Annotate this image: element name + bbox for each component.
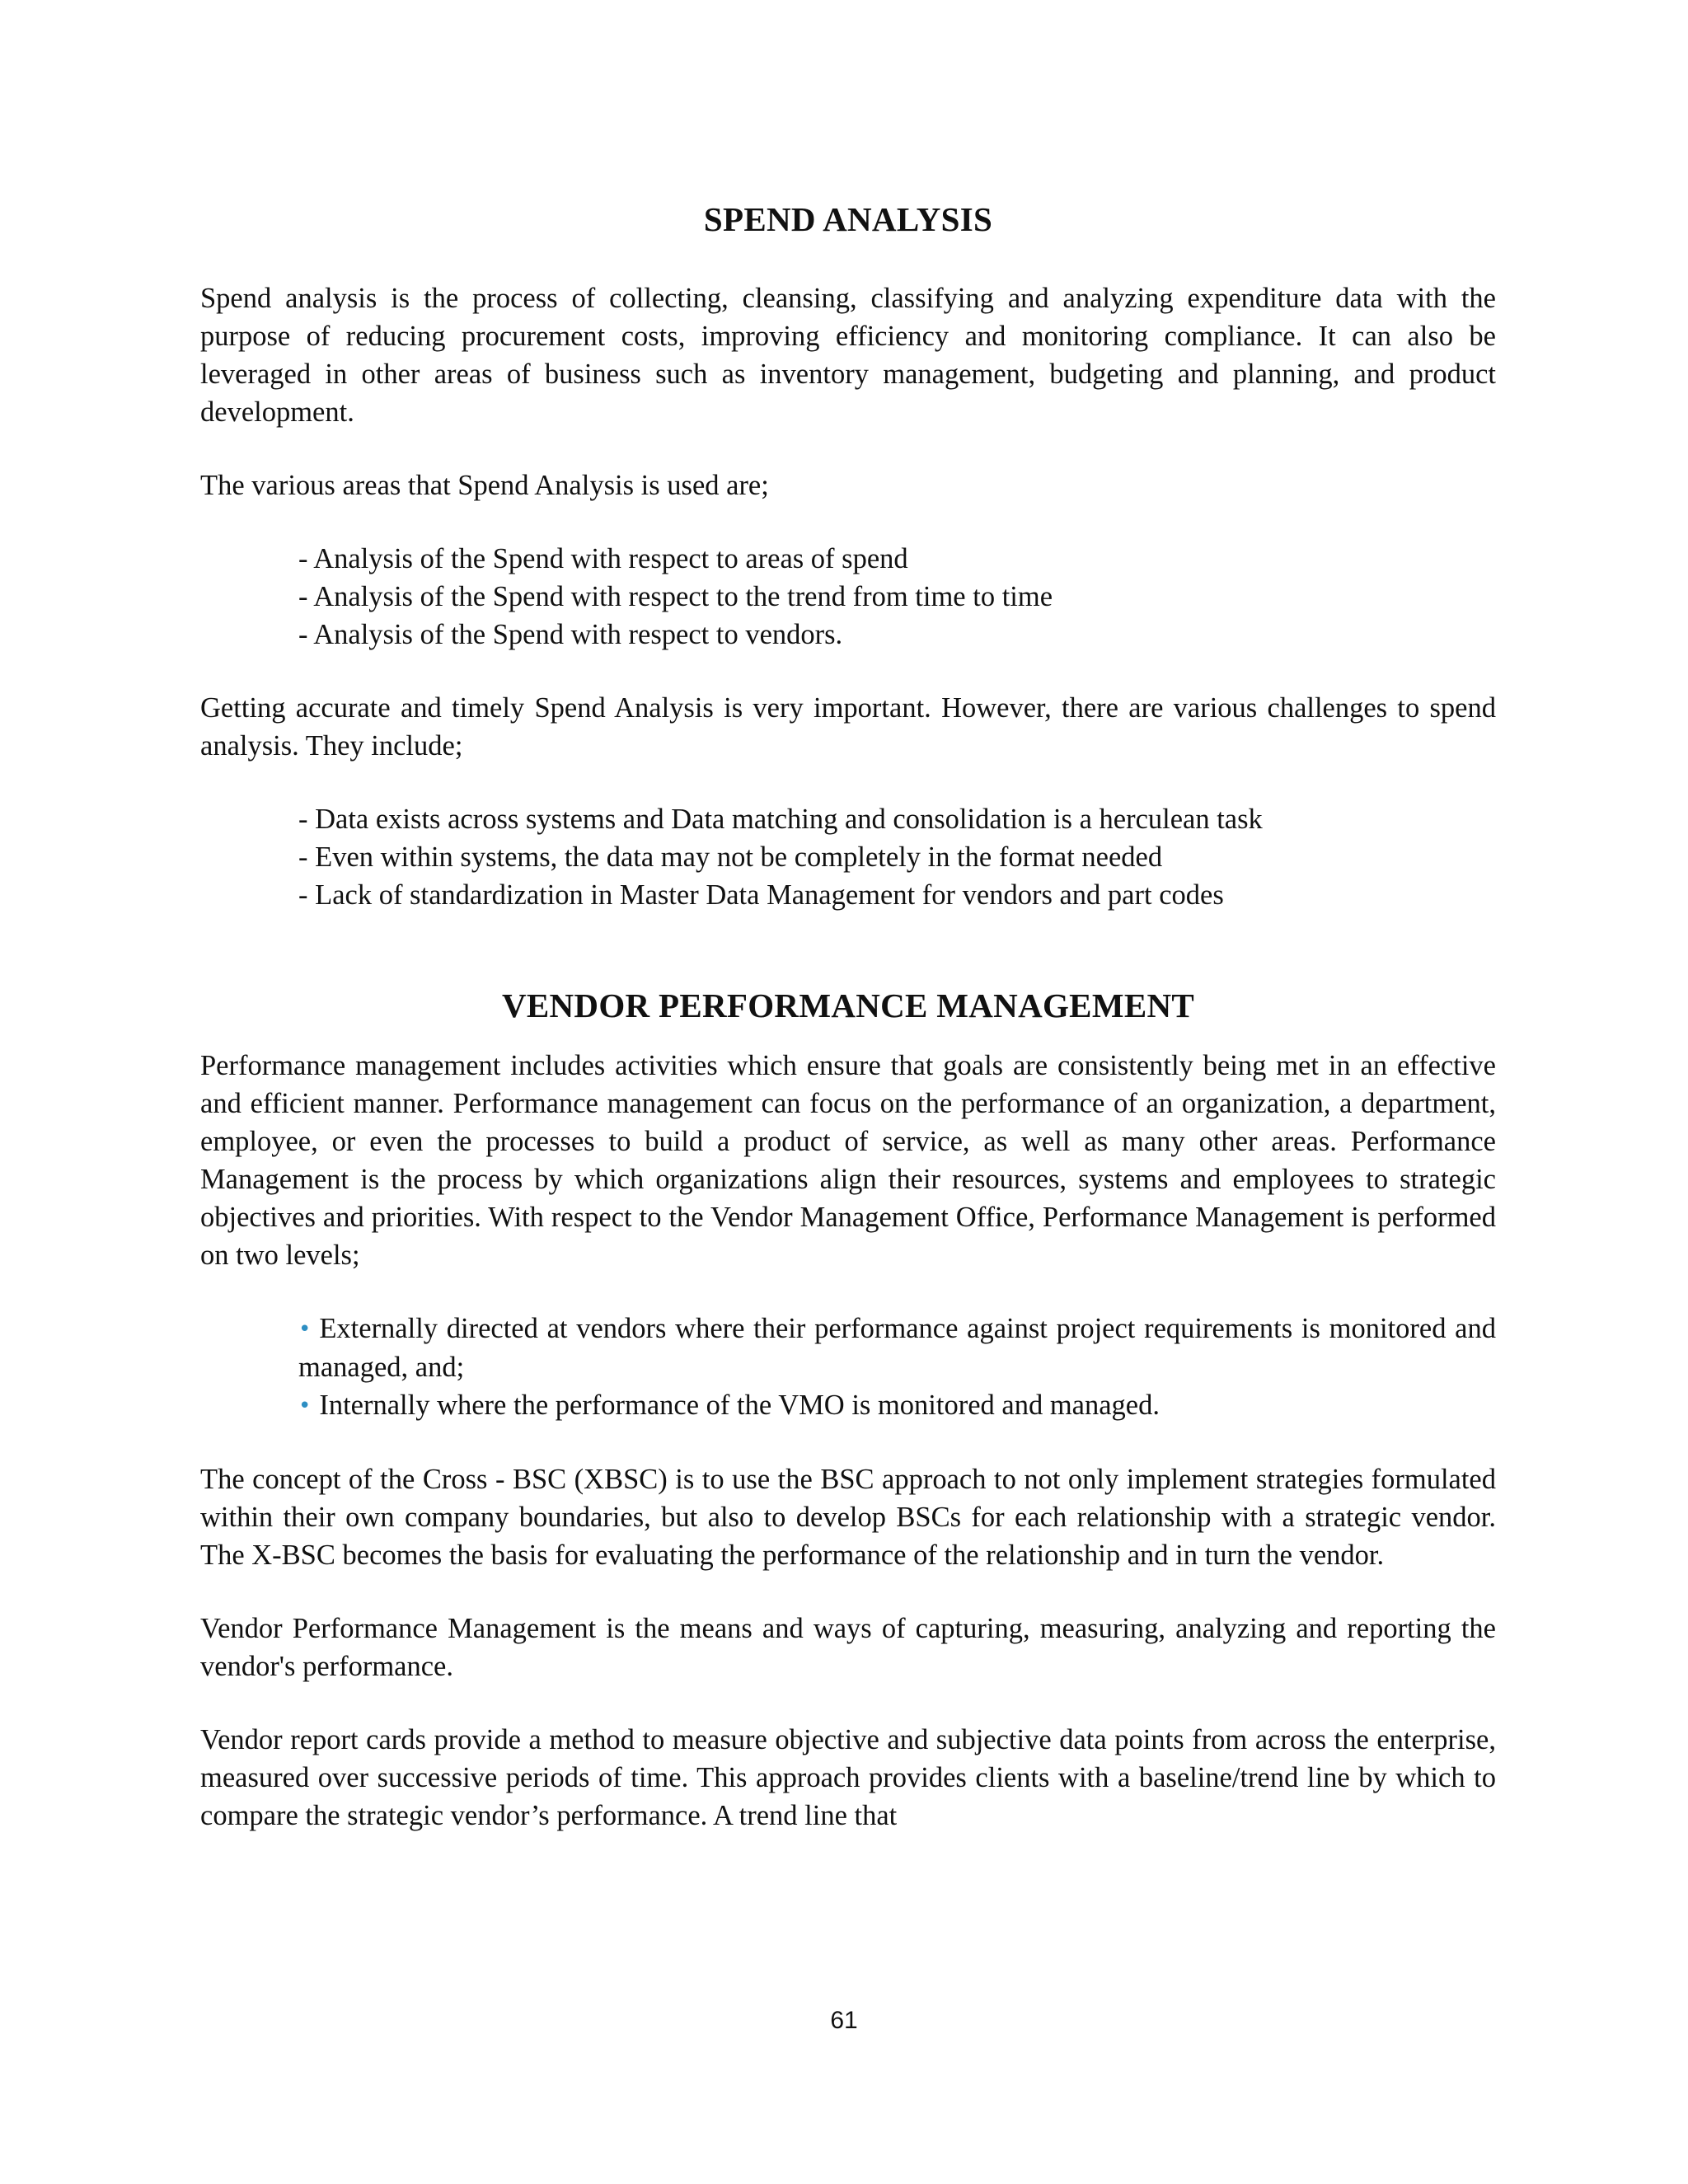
bullet-icon: • bbox=[298, 1317, 312, 1342]
list-item bbox=[298, 1386, 1496, 1425]
list-item bbox=[298, 1310, 1496, 1386]
performance-management-paragraph: Performance management includes activities which ensure that goals are consistently being met in an effective and efficient manner. Performance management can focus on the performance of an organization, a department, employee, or even the processes to build a product of service, as well as many other areas. Performance Management is the process by which organizations align their resources, systems and employees to strategic objectives and priorities. With respect to the Vendor Management Office, Performance Management is performed on two levels; bbox=[200, 1050, 1496, 1271]
spend-areas-list bbox=[200, 540, 1496, 654]
list-item: - Even within systems, the data may not be completely in the format needed bbox=[298, 841, 1163, 873]
list-item: - Lack of standardization in Master Data Management for vendors and part codes bbox=[298, 879, 1224, 911]
list-item-text: Externally directed at vendors where their performance against project requirements is monitored and managed, and; bbox=[298, 1313, 1496, 1383]
list-item: - Analysis of the Spend with respect to the trend from time to time bbox=[298, 581, 1053, 612]
list-item: - Data exists across systems and Data matching and consolidation is a herculean task bbox=[298, 804, 1263, 835]
page-number: 61 bbox=[830, 2007, 858, 2034]
page-content bbox=[200, 196, 1496, 1835]
list-item: - Analysis of the Spend with respect to vendors. bbox=[298, 619, 843, 650]
spend-areas-intro: The various areas that Spend Analysis is used are; bbox=[200, 470, 769, 501]
list-item-text: Internally where the performance of the VMO is monitored and managed. bbox=[319, 1390, 1160, 1421]
vendor-report-cards-paragraph: Vendor report cards provide a method to measure objective and subjective data points from across the enterprise, measured over successive periods of time. This approach provides clients with a baseline/trend line by which to compare the strategic vendor’s performance. A trend line that bbox=[200, 1724, 1496, 1831]
spend-challenges-intro: Getting accurate and timely Spend Analysis is very important. However, there are various challenges to spend analysis. They include; bbox=[200, 692, 1496, 762]
xbsc-paragraph: The concept of the Cross - BSC (XBSC) is to use the BSC approach to not only implement strategies formulated within their own company boundaries, but also to develop BSCs for each relationship with a strategic vendor. The X-BSC becomes the basis for evaluating the performance of the relationship and in turn the vendor. bbox=[200, 1464, 1496, 1571]
spend-analysis-intro: Spend analysis is the process of collecting, cleansing, classifying and analyzing expenditure data with the purpose of reducing procurement costs, improving efficiency and monitoring compliance. It can also be leveraged in other areas of business such as inventory management, budgeting and planning, and product development. bbox=[200, 283, 1496, 428]
vendor-performance-heading: VENDOR PERFORMANCE MANAGEMENT bbox=[501, 987, 1195, 1024]
list-item: - Analysis of the Spend with respect to areas of spend bbox=[298, 543, 908, 574]
spend-challenges-list bbox=[200, 800, 1496, 914]
spend-analysis-heading: SPEND ANALYSIS bbox=[703, 200, 993, 238]
performance-levels-list bbox=[200, 1310, 1496, 1425]
bullet-icon: • bbox=[298, 1394, 312, 1418]
vendor-performance-definition: Vendor Performance Management is the means and ways of capturing, measuring, analyzing and reporting the vendor's performance. bbox=[200, 1613, 1496, 1682]
